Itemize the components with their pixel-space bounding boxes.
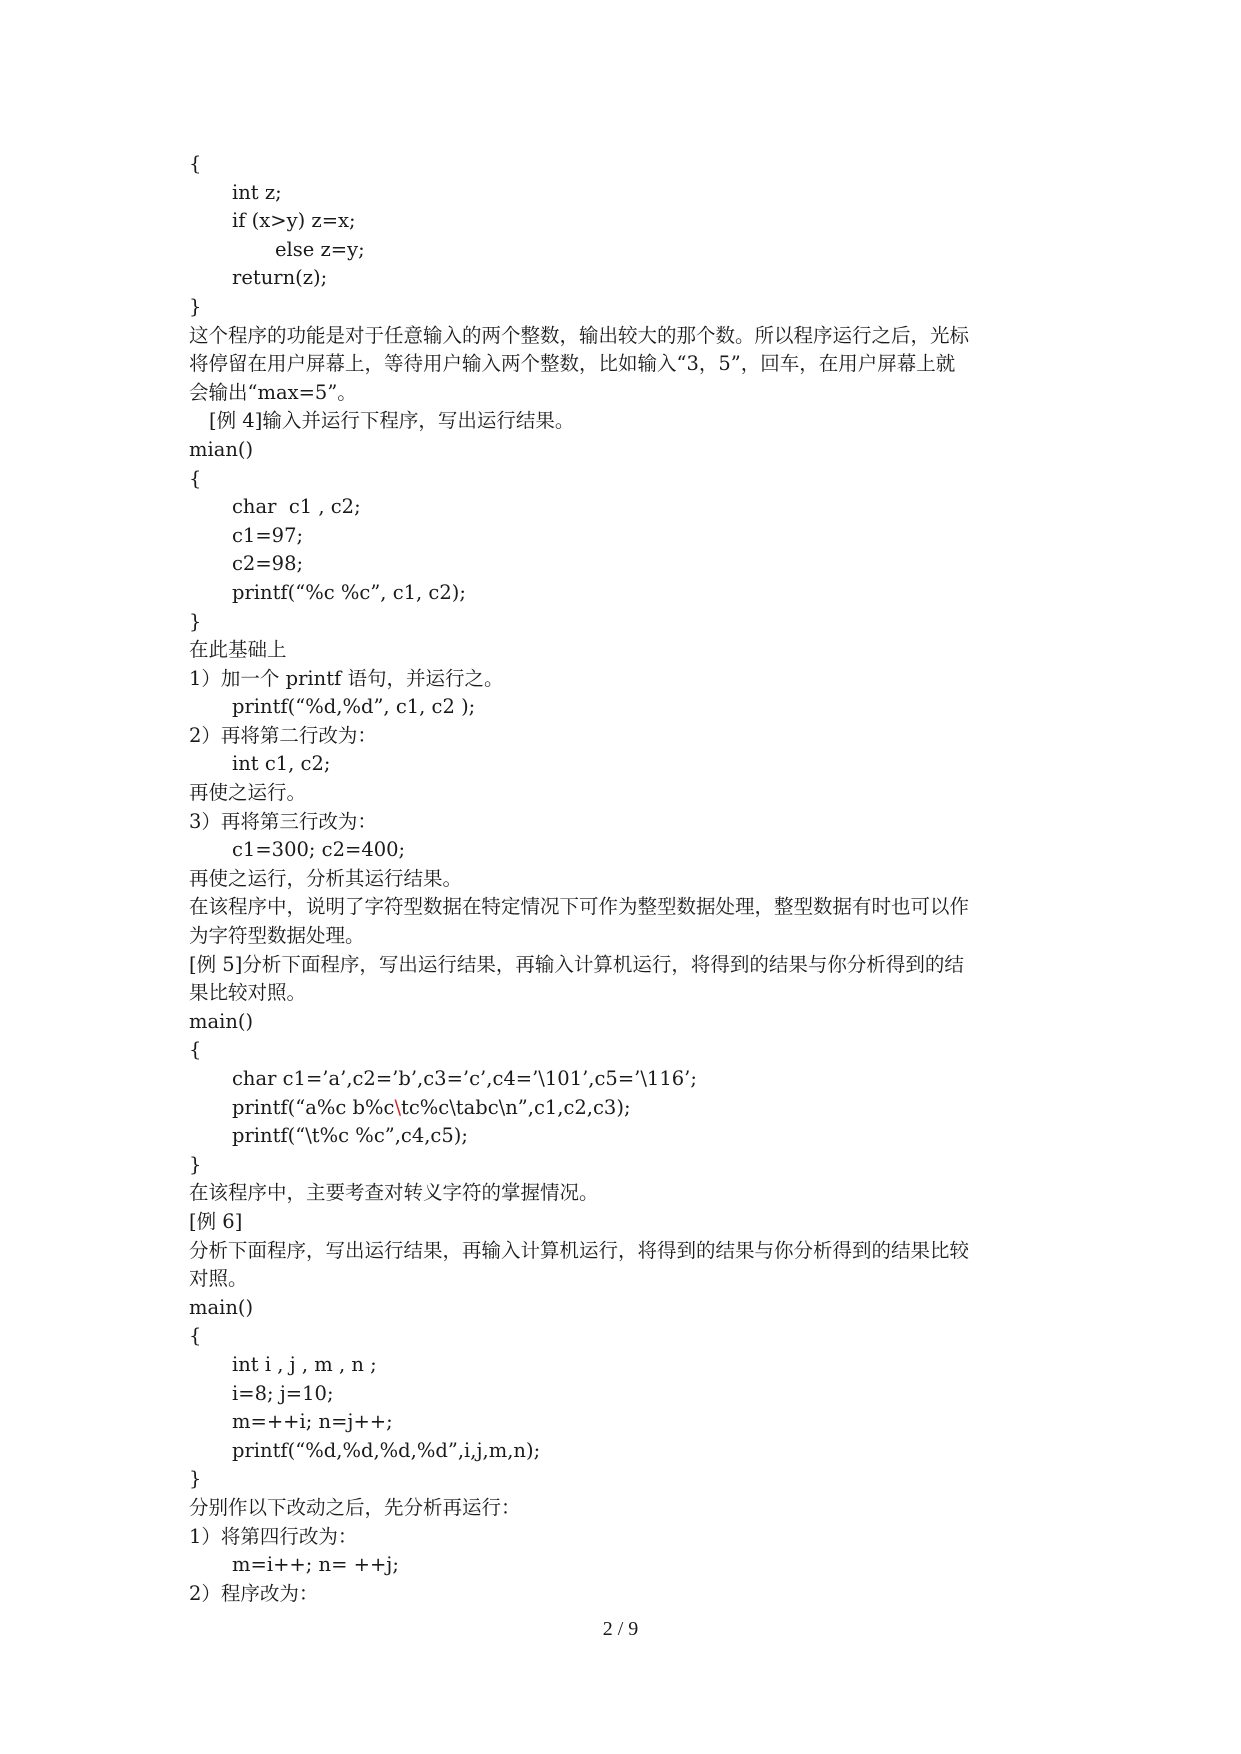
example-5-heading-cont: 果比较对照。	[189, 981, 307, 1005]
step-item: 2）再将第二行改为：	[189, 723, 377, 747]
paragraph-line: 在该程序中，说明了字符型数据在特定情况下可作为整型数据处理，整型数据有时也可以作	[189, 895, 970, 919]
paragraph-line: 再使之运行。	[189, 781, 307, 805]
code-brace-open: {	[189, 1324, 202, 1348]
step-item: 2）程序改为：	[189, 1581, 319, 1605]
code-line: printf(“%d,%d”, c1, c2 );	[232, 695, 476, 719]
paragraph-line: 在该程序中，主要考查对转义字符的掌握情况。	[189, 1181, 599, 1205]
highlighted-backslash: \	[394, 1095, 402, 1119]
code-brace-close: }	[189, 1152, 202, 1176]
example-4-heading: [例 4]输入并运行下程序，写出运行结果。	[209, 409, 575, 433]
code-line: printf(“%c %c”, c1, c2);	[232, 580, 466, 604]
code-line: i=8; j=10;	[232, 1381, 334, 1405]
code-segment: printf(“a%c b%c	[232, 1095, 395, 1119]
paragraph-line: 分别作以下改动之后，先分析再运行：	[189, 1495, 521, 1519]
page-number: 2 / 9	[602, 1618, 639, 1640]
code-line: if (x>y) z=x;	[232, 209, 356, 233]
code-line: printf(“%d,%d,%d,%d”,i,j,m,n);	[232, 1438, 541, 1462]
paragraph-line: 在此基础上	[189, 638, 287, 662]
code-brace-open: {	[189, 1038, 202, 1062]
code-line: else z=y;	[275, 237, 365, 261]
code-line: int z;	[232, 180, 282, 204]
code-brace-close: }	[189, 1467, 202, 1491]
code-line: mian()	[189, 437, 254, 461]
code-brace-open: {	[189, 466, 202, 490]
code-line: c1=300; c2=400;	[232, 838, 406, 862]
code-line: return(z);	[232, 266, 328, 290]
code-line: char c1 , c2;	[232, 495, 361, 519]
step-item: 3）再将第三行改为：	[189, 809, 377, 833]
paragraph-line: 为字符型数据处理。	[189, 924, 365, 948]
code-line: main()	[189, 1009, 254, 1033]
paragraph-line: 对照。	[189, 1267, 248, 1291]
paragraph-line: 将停留在用户屏幕上，等待用户输入两个整数，比如输入“3，5”，回车，在用户屏幕上就	[189, 352, 956, 376]
code-segment: tc%c\tabc\n”,c1,c2,c3);	[401, 1095, 631, 1119]
example-5-heading: [例 5]分析下面程序，写出运行结果，再输入计算机运行，将得到的结果与你分析得到的结	[189, 952, 964, 976]
page-content	[189, 150, 1059, 1608]
code-line: int i , j , m , n ;	[232, 1352, 377, 1376]
paragraph-line: 分析下面程序，写出运行结果，再输入计算机运行，将得到的结果与你分析得到的结果比较	[189, 1238, 970, 1262]
paragraph-line: 会输出“max=5”。	[189, 380, 357, 404]
code-brace-open: {	[189, 152, 202, 175]
paragraph-line: 这个程序的功能是对于任意输入的两个整数，输出较大的那个数。所以程序运行之后，光标	[189, 323, 970, 347]
code-brace-close: }	[189, 294, 202, 318]
code-line	[189, 1094, 1059, 1123]
code-line: c2=98;	[232, 552, 304, 576]
paragraph-line: 再使之运行，分析其运行结果。	[189, 866, 463, 890]
step-item: 1）将第四行改为：	[189, 1524, 358, 1548]
code-line: int c1, c2;	[232, 752, 331, 776]
code-line: m=i++; n= ++j;	[232, 1553, 399, 1577]
code-line: m=++i; n=j++;	[232, 1410, 393, 1434]
code-brace-close: }	[189, 609, 202, 633]
step-item: 1）加一个 printf 语句，并运行之。	[189, 666, 504, 690]
code-line: printf(“\t%c %c”,c4,c5);	[232, 1124, 468, 1148]
example-6-heading: [例 6]	[189, 1209, 243, 1233]
code-line: char c1=’a’,c2=’b’,c3=’c’,c4=’\101’,c5=’\116’;	[232, 1067, 697, 1090]
code-line: c1=97;	[232, 523, 304, 547]
code-line: main()	[189, 1295, 254, 1319]
